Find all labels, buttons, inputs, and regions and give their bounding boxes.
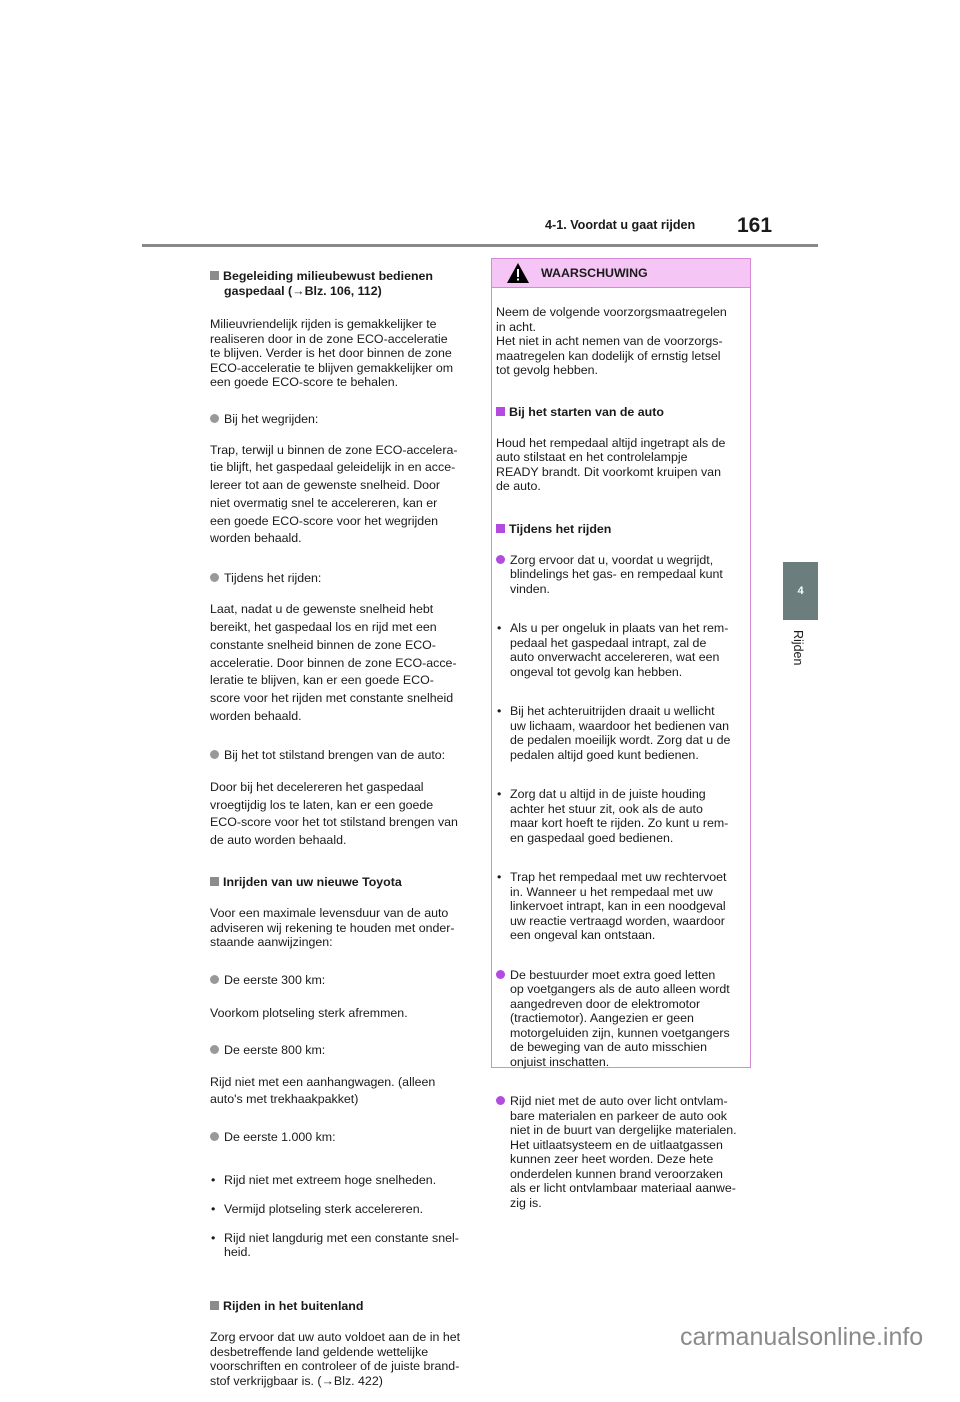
list-item: • Vermijd plotseling sterk accelereren. <box>224 1202 475 1217</box>
bullet-item: Rijd niet met de auto over licht ontvlam- bare materialen en parkeer de auto ook niet in de buurt van dergelijke materialen. Het uitlaatsysteem en de uitlaatgassen kunnen zeer heet worden. Deze hete onderdelen kunnen brand veroorzaken als er licht ontvlambaar materiaal aanwe- zig is. <box>496 1094 748 1210</box>
chapter-number: 4 <box>797 585 804 597</box>
square-bullet-icon <box>210 877 219 886</box>
heading-breaking-in: Inrijden van uw nieuwe Toyota <box>210 873 475 892</box>
paragraph: Door bij het decelereren het gaspedaal vroegtijdig los te laten, kan er een goede ECO-score voor het tot stilstand brengen van de auto worden behaald. <box>210 779 458 848</box>
warning-header <box>492 259 750 288</box>
bullet-item: De eerste 1.000 km: <box>210 1130 475 1144</box>
paragraph: Milieuvriendelijk rijden is gemakkelijker te realiseren door in de zone ECO-acceleratie te blijven. Verder is het door binnen de zone ECO-acceleratie te blijven gemakkelijker om een goede ECO-score te behalen. <box>210 317 454 389</box>
paragraph: Voorkom plotseling sterk afremmen. <box>210 1005 408 1020</box>
list-item: • Zorg dat u altijd in de juiste houding achter het stuur zit, ook als de auto maar kort hoeft te rijden. Zo kunt u rem- en gaspedaal goed bedienen. <box>510 787 748 845</box>
left-column <box>210 255 475 1402</box>
bullet-item: Tijdens het rijden: <box>210 569 475 587</box>
chapter-tab <box>783 562 818 620</box>
circle-bullet-icon <box>496 555 505 564</box>
circle-bullet-icon <box>210 1132 219 1141</box>
bullet-item: De eerste 800 km: <box>210 1041 475 1060</box>
square-bullet-icon <box>496 524 505 533</box>
circle-bullet-icon <box>210 414 219 423</box>
warning-triangle-icon <box>506 262 530 284</box>
bullet-list <box>496 787 748 845</box>
square-bullet-icon <box>210 1301 219 1310</box>
bullet-item: Bij het wegrijden: <box>210 410 475 428</box>
header-rule <box>142 244 818 247</box>
warning-title: WAARSCHUWING <box>541 266 648 280</box>
list-item: • Bij het achteruitrijden draait u wellicht uw lichaam, waardoor het bedienen van de pedalen moeilijk wordt. Zorg dat u de pedalen altijd goed kunt bedienen. <box>510 704 748 762</box>
heading-abroad: Rijden in het buitenland <box>210 1297 475 1316</box>
paragraph: Trap, terwijl u binnen de zone ECO-accelera- tie blijft, het gaspedaal geleidelijk in en acce- lereer tot aan de gewenste snelheid. Door niet overmatig snel te accelereren, kan er een goede ECO-score voor het wegrijden worden behaald. <box>210 442 458 546</box>
paragraph: Voor een maximale levensduur van de auto adviseren wij rekening te houden met onder- staande aanwijzingen: <box>210 906 455 950</box>
circle-bullet-icon <box>210 975 219 984</box>
chapter-label: Rijden <box>791 630 805 666</box>
circle-bullet-icon <box>210 573 219 582</box>
warning-body <box>496 291 748 1224</box>
heading-eco-guidance: Begeleiding milieubewust bedienen gaspedaal (→Blz. 106, 112) <box>210 269 475 299</box>
square-bullet-icon <box>210 271 219 280</box>
paragraph: Houd het rempedaal altijd ingetrapt als de auto stilstaat en het controlelampje READY brandt. Dit voorkomt kruipen van de auto. <box>496 435 726 493</box>
bullet-item: Bij het tot stilstand brengen van de auto: <box>210 746 475 765</box>
bullet-list <box>496 621 748 679</box>
circle-bullet-icon <box>210 750 219 759</box>
warning-box <box>491 258 751 1210</box>
bullet-item: Zorg ervoor dat u, voordat u wegrijdt, blindelings het gas- en rempedaal kunt vinden. <box>496 553 748 597</box>
page-number: 161 <box>737 214 773 237</box>
warning-heading-start: Bij het starten van de auto <box>496 403 748 422</box>
paragraph: Laat, nadat u de gewenste snelheid hebt bereikt, het gaspedaal los en rijd met een constante snelheid binnen de zone ECO- acceleratie. Door binnen de zone ECO-acce- leratie te blijven, kan er een goede ECO- score voor het rijden met constante snelheid worden behaald. <box>210 602 457 724</box>
list-item: • Rijd niet langdurig met een constante snel- heid. <box>224 1231 475 1260</box>
watermark: carmanualsonline.info <box>680 1323 924 1351</box>
bullet-item: De eerste 300 km: <box>210 970 475 990</box>
circle-bullet-icon <box>210 1045 219 1054</box>
circle-bullet-icon <box>496 1096 505 1105</box>
warning-intro: Neem de volgende voorzorgsmaatregelen in acht. Het niet in acht nemen van de voorzorgs- maatregelen kan dodelijk of ernstig letsel tot gevolg hebben. <box>496 305 727 377</box>
paragraph: Zorg ervoor dat uw auto voldoet aan de in het desbetreffende land geldende wettelijke voorschriften en controleer of de juiste brand- stof verkrijgbaar is. (→Blz. 422) <box>210 1330 461 1388</box>
bullet-list <box>496 870 748 943</box>
square-bullet-icon <box>496 407 505 416</box>
circle-bullet-icon <box>496 970 505 979</box>
bullet-list <box>496 704 748 762</box>
list-item: • Als u per ongeluk in plaats van het rem- pedaal het gaspedaal intrapt, zal de auto onverwacht accelereren, wat een ongeval tot gevolg kan hebben. <box>510 621 748 679</box>
list-item: • Trap het rempedaal met uw rechtervoet in. Wanneer u het rempedaal met uw linkervoet intrapt, kan in een noodgeval uw reactie vertraagd worden, waardoor een ongeval kan ontstaan. <box>510 870 748 943</box>
bullet-item: De bestuurder moet extra goed letten op voetgangers als de auto alleen wordt aangedreven door de elektromotor (tractiemotor). Aangezien er geen motorgeluiden zijn, kunnen voetgangers de beweging van de auto misschien onjuist inschatten. <box>496 968 748 1070</box>
bullet-list <box>210 1158 475 1274</box>
section-title: 4-1. Voordat u gaat rijden <box>545 218 696 232</box>
list-item: • Rijd niet met extreem hoge snelheden. <box>224 1173 475 1188</box>
warning-heading-driving: Tijdens het rijden <box>496 520 748 539</box>
paragraph: Rijd niet met een aanhangwagen. (alleen auto's met trekhaakpakket) <box>210 1074 436 1107</box>
